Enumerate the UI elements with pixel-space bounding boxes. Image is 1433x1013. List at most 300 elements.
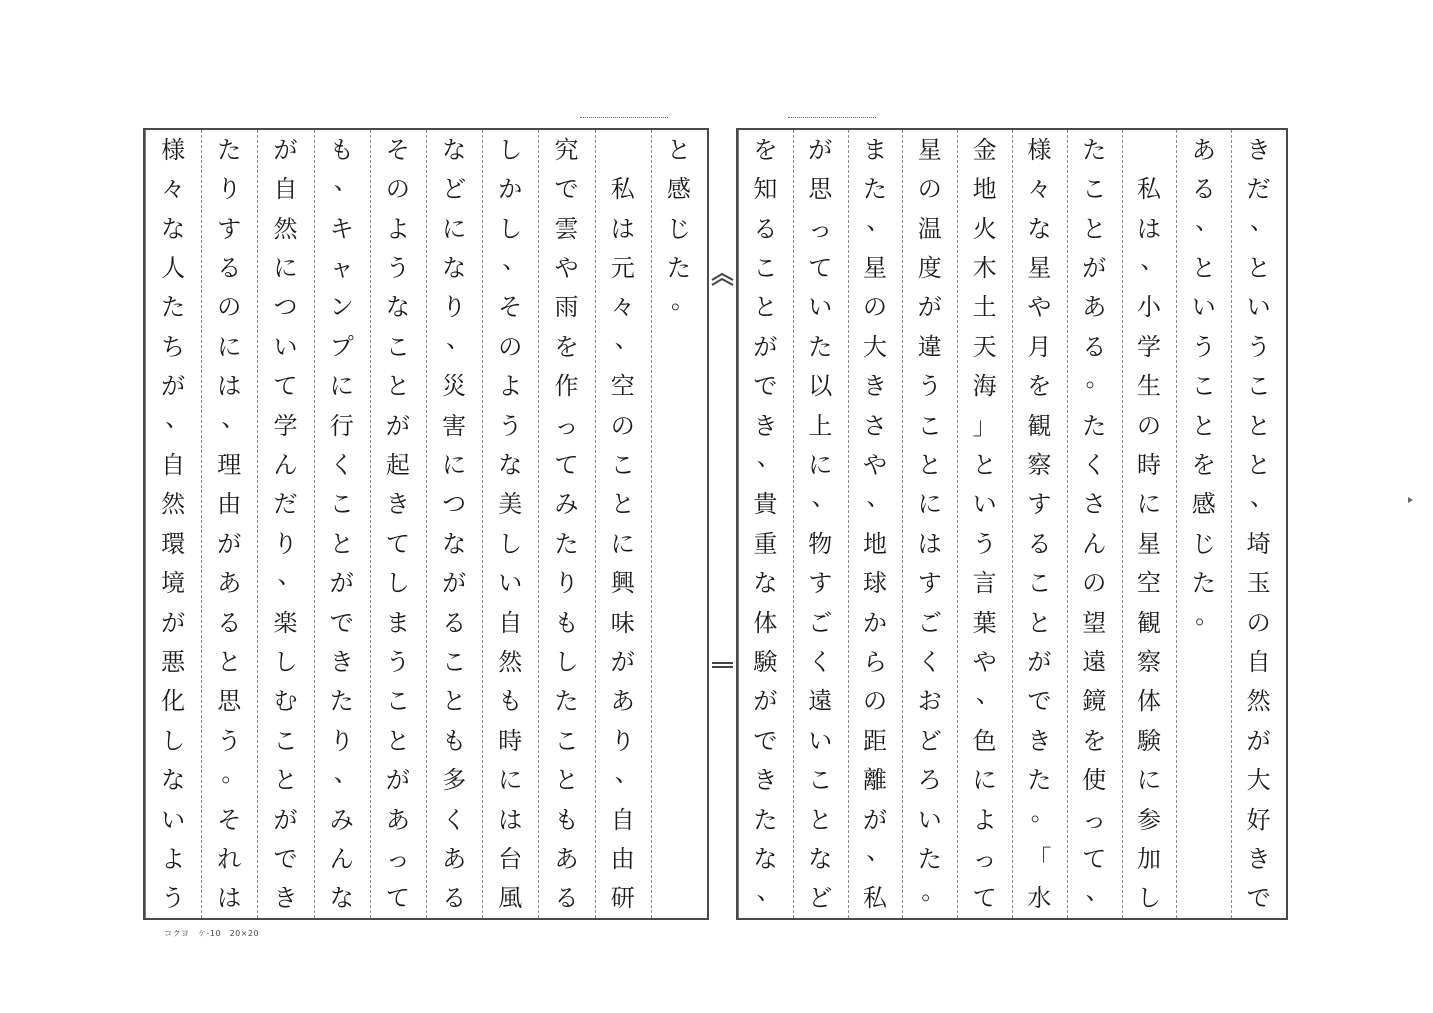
manuscript-cell: き (1246, 135, 1271, 164)
manuscript-cell: 空 (610, 372, 635, 401)
manuscript-cell (651, 642, 707, 681)
manuscript-cell: 然 (273, 214, 298, 243)
manuscript-cell: 、 (1140, 246, 1165, 275)
manuscript-cell: や (554, 253, 579, 282)
manuscript-cell (1176, 800, 1231, 839)
manuscript-cell: ん (329, 845, 354, 874)
manuscript-cell: な (753, 845, 778, 874)
manuscript-cell: た (666, 253, 691, 282)
manuscript-cell: 小 (1136, 293, 1161, 322)
manuscript-cell: そ (217, 805, 242, 834)
manuscript-cell: と (273, 766, 298, 795)
manuscript-column (738, 130, 793, 918)
manuscript-cell: す (808, 569, 833, 598)
manuscript-column (1122, 130, 1177, 918)
manuscript-cell: 風 (498, 884, 523, 913)
manuscript-cell: が (217, 529, 242, 558)
manuscript-cell: 。 (670, 285, 695, 314)
manuscript-column (370, 130, 426, 918)
manuscript-cell: の (498, 332, 523, 361)
manuscript-cell: な (753, 569, 778, 598)
manuscript-cell: 起 (385, 450, 410, 479)
manuscript-cell: 害 (442, 411, 467, 440)
manuscript-cell: に (917, 490, 942, 519)
manuscript-cell: い (808, 726, 833, 755)
manuscript-cell: は (917, 529, 942, 558)
manuscript-cell: 星 (1027, 253, 1052, 282)
manuscript-cell: 好 (1246, 805, 1271, 834)
manuscript-cell: 重 (753, 529, 778, 558)
manuscript-cell: い (917, 805, 942, 834)
manuscript-cell: る (442, 608, 467, 637)
manuscript-cell: な (1027, 214, 1052, 243)
manuscript-cell: し (1136, 884, 1161, 913)
manuscript-cell: 木 (972, 253, 997, 282)
manuscript-cell: り (217, 175, 242, 204)
manuscript-cell: く (329, 450, 354, 479)
manuscript-cell: て (273, 372, 298, 401)
manuscript-cell: 、 (221, 403, 246, 432)
manuscript-cell: あ (610, 687, 635, 716)
manuscript-cell: 由 (610, 845, 635, 874)
manuscript-cell: 作 (554, 372, 579, 401)
manuscript-cell: 金 (972, 135, 997, 164)
manuscript-cell: に (610, 529, 635, 558)
manuscript-cell: こ (385, 687, 410, 716)
manuscript-cell (651, 761, 707, 800)
manuscript-cell: 雲 (554, 214, 579, 243)
manuscript-cell: た (1027, 766, 1052, 795)
manuscript-cell: う (385, 647, 410, 676)
manuscript-cell: 、 (277, 561, 302, 590)
manuscript-cell: 然 (1246, 687, 1271, 716)
manuscript-cell: 、 (614, 325, 639, 354)
manuscript-cell: く (442, 805, 467, 834)
manuscript-cell: に (442, 450, 467, 479)
manuscript-cell: 災 (442, 372, 467, 401)
manuscript-cell: と (610, 490, 635, 519)
manuscript-cell: 環 (161, 529, 186, 558)
manuscript-cell: う (385, 253, 410, 282)
manuscript-cell: し (161, 726, 186, 755)
manuscript-cell: 玉 (1246, 569, 1271, 598)
manuscript-cell: か (862, 608, 887, 637)
manuscript-cell (595, 130, 651, 169)
manuscript-cell: 言 (972, 569, 997, 598)
manuscript-cell: う (217, 726, 242, 755)
manuscript-cell: が (808, 135, 833, 164)
manuscript-cell: す (917, 569, 942, 598)
manuscript-cell: 雨 (554, 293, 579, 322)
manuscript-cell: ん (1082, 529, 1107, 558)
manuscript-column (145, 130, 201, 918)
manuscript-cell: う (498, 411, 523, 440)
manuscript-cell: 違 (917, 332, 942, 361)
manuscript-cell (651, 603, 707, 642)
manuscript-cell: 海 (972, 372, 997, 401)
manuscript-cell: す (1027, 490, 1052, 519)
manuscript-cell: い (161, 805, 186, 834)
manuscript-cell (651, 800, 707, 839)
manuscript-cell: 、 (756, 876, 781, 905)
manuscript-cell: ャ (329, 253, 354, 282)
manuscript-cell: は (1136, 214, 1161, 243)
manuscript-cell: っ (554, 411, 579, 440)
manuscript-cell: な (498, 450, 523, 479)
manuscript-cell: 様 (161, 135, 186, 164)
manuscript-cell: が (917, 293, 942, 322)
manuscript-cell: 火 (972, 214, 997, 243)
manuscript-cell: は (217, 372, 242, 401)
manuscript-cell: に (1136, 490, 1161, 519)
manuscript-cell: 鏡 (1082, 687, 1107, 716)
manuscript-cell: キ (329, 214, 354, 243)
manuscript-cell: 自 (1246, 647, 1271, 676)
manuscript-cell (651, 879, 707, 918)
manuscript-cell: 参 (1136, 805, 1161, 834)
top-dotted-mark-left (580, 117, 668, 118)
manuscript-cell: ご (808, 608, 833, 637)
manuscript-cell: 々 (610, 293, 635, 322)
manuscript-cell: ン (329, 293, 354, 322)
manuscript-cell: ん (273, 450, 298, 479)
manuscript-cell (651, 445, 707, 484)
manuscript-cell: に (217, 332, 242, 361)
manuscript-cell: と (1246, 411, 1271, 440)
manuscript-cell: る (217, 253, 242, 282)
manuscript-cell: 人 (161, 253, 186, 282)
manuscript-cell: 感 (666, 175, 691, 204)
manuscript-cell: が (385, 766, 410, 795)
manuscript-cell: 、 (1249, 482, 1274, 511)
manuscript-cell: 行 (329, 411, 354, 440)
manuscript-cell: こ (273, 726, 298, 755)
manuscript-cell: と (1246, 253, 1271, 282)
manuscript-cell: ど (808, 884, 833, 913)
manuscript-cell: お (917, 687, 942, 716)
manuscript-cell: に (498, 766, 523, 795)
manuscript-cell: 、 (811, 482, 836, 511)
manuscript-cell: に (442, 214, 467, 243)
manuscript-cell: 大 (1246, 766, 1271, 795)
center-binding-strip (709, 128, 736, 920)
manuscript-cell: 体 (753, 608, 778, 637)
top-dotted-mark-right (788, 117, 876, 118)
manuscript-column (651, 130, 707, 918)
manuscript-cell: し (554, 647, 579, 676)
manuscript-cell: と (753, 293, 778, 322)
manuscript-cell (651, 406, 707, 445)
manuscript-cell: そ (498, 293, 523, 322)
manuscript-cell: が (1082, 253, 1107, 282)
manuscript-cell: 然 (161, 490, 186, 519)
manuscript-cell: を (1191, 450, 1216, 479)
manuscript-cell: で (1027, 687, 1052, 716)
manuscript-cell: ろ (917, 766, 942, 795)
manuscript-cell: 球 (862, 569, 887, 598)
manuscript-cell (651, 485, 707, 524)
manuscript-cell: 。 (921, 876, 946, 905)
manuscript-cell: 水 (1027, 884, 1052, 913)
binding-fold-marks (709, 128, 736, 920)
manuscript-cell: 私 (610, 175, 635, 204)
manuscript-cell: が (1027, 647, 1052, 676)
manuscript-cell: 観 (1136, 608, 1161, 637)
manuscript-cell: 葉 (972, 608, 997, 637)
manuscript-cell: り (329, 726, 354, 755)
manuscript-cell: る (217, 608, 242, 637)
manuscript-cell: な (329, 884, 354, 913)
manuscript-cell (651, 682, 707, 721)
manuscript-cell: い (273, 332, 298, 361)
manuscript-cell: こ (385, 332, 410, 361)
manuscript-cell: か (498, 175, 523, 204)
manuscript-cell: あ (554, 845, 579, 874)
manuscript-cell: 味 (610, 608, 635, 637)
manuscript-cell: な (385, 293, 410, 322)
manuscript-cell (1176, 721, 1231, 760)
manuscript-cell: あ (217, 569, 242, 598)
manuscript-cell: こ (917, 411, 942, 440)
manuscript-cell: を (753, 135, 778, 164)
manuscript-cell: 距 (862, 726, 887, 755)
manuscript-cell: 、 (866, 837, 891, 866)
manuscript-cell: 験 (753, 647, 778, 676)
manuscript-cell: 貴 (753, 490, 778, 519)
manuscript-cell: う (161, 884, 186, 913)
manuscript-cell: よ (972, 805, 997, 834)
manuscript-cell: や (862, 450, 887, 479)
manuscript-cell: に (273, 253, 298, 282)
manuscript-cell (651, 721, 707, 760)
manuscript-cell: る (753, 214, 778, 243)
manuscript-column (957, 130, 1012, 918)
manuscript-cell: す (217, 214, 242, 243)
manuscript-cell: っ (385, 845, 410, 874)
manuscript-cell: を (1027, 372, 1052, 401)
manuscript-cell: 地 (862, 529, 887, 558)
manuscript-cell: し (385, 569, 410, 598)
manuscript-cell: よ (498, 372, 523, 401)
manuscript-cell: が (1246, 726, 1271, 755)
manuscript-cell: よ (385, 214, 410, 243)
manuscript-cell: こ (554, 726, 579, 755)
right-edge-marker (1408, 497, 1413, 503)
manuscript-cell: あ (385, 805, 410, 834)
manuscript-cell: ご (917, 608, 942, 637)
manuscript-cell: う (917, 372, 942, 401)
manuscript-cell: と (554, 766, 579, 795)
manuscript-cell: き (273, 884, 298, 913)
manuscript-cell: た (753, 805, 778, 834)
manuscript-cell: 。 (1030, 797, 1055, 826)
manuscript-cell: さ (1082, 490, 1107, 519)
manuscript-cell: し (498, 214, 523, 243)
manuscript-cell: ま (385, 608, 410, 637)
manuscript-cell: あ (442, 845, 467, 874)
manuscript-cell: く (1082, 450, 1107, 479)
manuscript-cell: り (554, 569, 579, 598)
manuscript-cell: っ (972, 845, 997, 874)
manuscript-cell: と (442, 687, 467, 716)
manuscript-cell: い (1246, 293, 1271, 322)
manuscript-cell: う (972, 529, 997, 558)
manuscript-cell: 」 (972, 411, 997, 440)
manuscript-cell: 自 (273, 175, 298, 204)
manuscript-cell: の (862, 293, 887, 322)
manuscript-cell: れ (217, 845, 242, 874)
manuscript-cell: 空 (1136, 569, 1161, 598)
manuscript-cell: で (753, 726, 778, 755)
manuscript-cell: に (1136, 766, 1161, 795)
manuscript-cell: な (442, 529, 467, 558)
manuscript-cell: て (385, 884, 410, 913)
manuscript-cell: と (385, 372, 410, 401)
manuscript-cell: こ (1027, 569, 1052, 598)
manuscript-column (1012, 130, 1067, 918)
manuscript-cell: り (610, 726, 635, 755)
manuscript-cell: と (1246, 450, 1271, 479)
manuscript-cell: 多 (442, 766, 467, 795)
manuscript-cell: つ (273, 293, 298, 322)
manuscript-cell: る (554, 884, 579, 913)
manuscript-cell: 、 (502, 246, 527, 275)
manuscript-column (793, 130, 848, 918)
manuscript-cell: も (329, 135, 354, 164)
manuscript-cell: 研 (610, 884, 635, 913)
manuscript-cell: そ (385, 135, 410, 164)
manuscript-cell: 、 (446, 325, 471, 354)
manuscript-cell (1176, 761, 1231, 800)
manuscript-cell: い (498, 569, 523, 598)
manuscript-cell: り (273, 529, 298, 558)
manuscript-cell: と (1191, 253, 1216, 282)
manuscript-cell: 興 (610, 569, 635, 598)
manuscript-cell: と (217, 647, 242, 676)
manuscript-cell: 大 (862, 332, 887, 361)
manuscript-cell: た (554, 529, 579, 558)
manuscript-cell: 観 (1027, 411, 1052, 440)
manuscript-cell: た (217, 135, 242, 164)
manuscript-cell: ま (862, 135, 887, 164)
manuscript-cell (651, 524, 707, 563)
manuscript-cell: 、 (614, 758, 639, 787)
manuscript-column (848, 130, 903, 918)
manuscript-cell: た (554, 687, 579, 716)
manuscript-cell: い (972, 490, 997, 519)
manuscript-cell: 元 (610, 253, 635, 282)
manuscript-cell: な (442, 253, 467, 282)
manuscript-cell: 々 (1027, 175, 1052, 204)
manuscript-cell: き (1246, 845, 1271, 874)
manuscript-column (902, 130, 957, 918)
manuscript-cell: 「 (1027, 845, 1052, 874)
manuscript-cell: ち (161, 332, 186, 361)
manuscript-cell: 究 (554, 135, 579, 164)
manuscript-cell: じ (1191, 529, 1216, 558)
manuscript-column (1067, 130, 1122, 918)
manuscript-cell: の (385, 175, 410, 204)
manuscript-cell: な (161, 214, 186, 243)
manuscript-cell: し (498, 135, 523, 164)
manuscript-cell: き (329, 647, 354, 676)
manuscript-cell: が (862, 805, 887, 834)
manuscript-cell (1176, 642, 1231, 681)
manuscript-cell: 星 (862, 253, 887, 282)
manuscript-cell: 、 (333, 758, 358, 787)
manuscript-cell: と (1027, 608, 1052, 637)
manuscript-cell: が (610, 647, 635, 676)
manuscript-cell: い (1191, 293, 1216, 322)
manuscript-cell: や (972, 647, 997, 676)
manuscript-cell (651, 563, 707, 602)
manuscript-cell: き (753, 411, 778, 440)
manuscript-cell: 物 (808, 529, 833, 558)
manuscript-cell: 度 (917, 253, 942, 282)
manuscript-cell: の (862, 687, 887, 716)
manuscript-cell: み (329, 805, 354, 834)
manuscript-cell: 知 (753, 175, 778, 204)
manuscript-cell: て (385, 529, 410, 558)
manuscript-cell: 時 (1136, 450, 1161, 479)
manuscript-cell: た (808, 332, 833, 361)
manuscript-cell (651, 327, 707, 366)
manuscript-cell: 様 (1027, 135, 1052, 164)
manuscript-cell: が (273, 805, 298, 834)
manuscript-cell: う (1246, 332, 1271, 361)
manuscript-cell: 思 (808, 175, 833, 204)
manuscript-cell: 、 (1249, 206, 1274, 235)
manuscript-cell: 以 (808, 372, 833, 401)
manuscript-cell: の (610, 411, 635, 440)
manuscript-cell: 然 (498, 647, 523, 676)
manuscript-cell: 自 (610, 805, 635, 834)
manuscript-cell: 察 (1027, 450, 1052, 479)
manuscript-cell: て (1082, 845, 1107, 874)
manuscript-cell: ら (862, 647, 887, 676)
manuscript-cell: じ (666, 214, 691, 243)
manuscript-cell: は (610, 214, 635, 243)
manuscript-column (426, 130, 482, 918)
manuscript-cell: の (917, 175, 942, 204)
manuscript-cell: た (329, 687, 354, 716)
manuscript-cell (1176, 879, 1231, 918)
manuscript-column (538, 130, 594, 918)
manuscript-cell: が (753, 332, 778, 361)
manuscript-cell: だ (1246, 175, 1271, 204)
manuscript-column (595, 130, 651, 918)
manuscript-column (314, 130, 370, 918)
manuscript-cell: た (1082, 411, 1107, 440)
manuscript-cell: 悪 (161, 647, 186, 676)
manuscript-cell: 。 (221, 758, 246, 787)
manuscript-cell (1122, 130, 1177, 169)
manuscript-cell: こ (1082, 175, 1107, 204)
manuscript-column (1176, 130, 1231, 918)
manuscript-cell: 。 (1085, 364, 1110, 393)
manuscript-cell (651, 366, 707, 405)
manuscript-cell: 台 (498, 845, 523, 874)
manuscript-cell: 、 (756, 443, 781, 472)
manuscript-cell: で (329, 608, 354, 637)
manuscript-cell: の (1246, 608, 1271, 637)
manuscript-cell: 学 (273, 411, 298, 440)
manuscript-cell: 験 (1136, 726, 1161, 755)
manuscript-cell: 化 (161, 687, 186, 716)
manuscript-cell: 、 (165, 403, 190, 432)
manuscript-cell: こ (610, 450, 635, 479)
manuscript-cell: る (1191, 175, 1216, 204)
